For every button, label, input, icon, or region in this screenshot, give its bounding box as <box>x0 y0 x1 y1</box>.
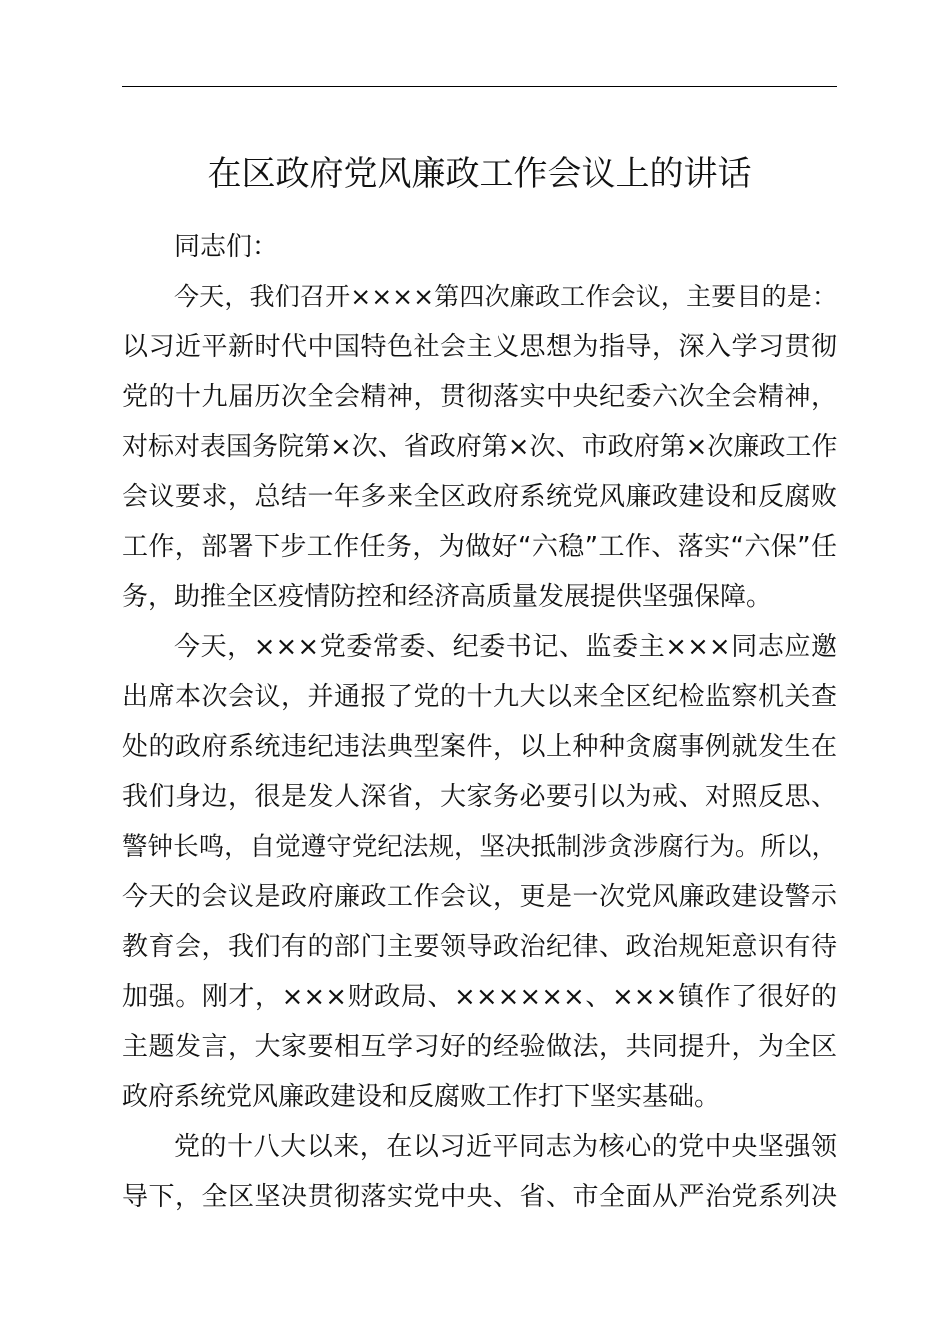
text-line: 党的十八大以来，在以习近平同志为核心的党中央坚强领 <box>174 1132 837 1162</box>
text-line: 政府系统党风廉政建设和反腐败工作打下坚实基础。 <box>122 1082 721 1112</box>
text-line: 我们身边，很是发人深省，大家务必要引以为戒、对照反思、 <box>122 782 837 812</box>
paragraph-1 <box>122 272 837 622</box>
greeting: 同志们： <box>174 232 279 262</box>
text-line: 对标对表国务院第×次、省政府第×次、市政府第×次廉政工作 <box>122 432 838 462</box>
text-line: 教育会，我们有的部门主要领导政治纪律、政治规矩意识有待 <box>122 932 837 962</box>
text-line: 务，助推全区疫情防控和经济高质量发展提供坚强保障。 <box>122 582 773 612</box>
text-line: 以习近平新时代中国特色社会主义思想为指导，深入学习贯彻 <box>122 332 837 362</box>
text-line: 会议要求，总结一年多来全区政府系统党风廉政建设和反腐败 <box>122 482 837 512</box>
paragraph-3 <box>122 1122 837 1222</box>
paragraph-2 <box>122 622 837 1122</box>
text-line: 党的十九届历次全会精神，贯彻落实中央纪委六次全会精神， <box>122 382 837 412</box>
text-line: 处的政府系统违纪违法典型案件，以上种种贪腐事例就发生在 <box>122 732 837 762</box>
text-line: 工作，部署下步工作任务，为做好“六稳”工作、落实“六保”任 <box>122 532 837 562</box>
text-line: 出席本次会议，并通报了党的十九大以来全区纪检监察机关查 <box>122 682 837 712</box>
header-rule <box>122 86 837 87</box>
text-line: 加强。刚才，×××财政局、××××××、×××镇作了很好的 <box>122 982 837 1012</box>
text-line: 导下，全区坚决贯彻落实党中央、省、市全面从严治党系列决 <box>122 1182 837 1212</box>
document-title: 在区政府党风廉政工作会议上的讲话 <box>207 154 752 194</box>
text-line: 警钟长鸣，自觉遵守党纪法规，坚决抵制涉贪涉腐行为。所以， <box>122 832 837 862</box>
text-line: 今天，我们召开××××第四次廉政工作会议，主要目的是： <box>174 282 837 311</box>
document-body <box>122 222 837 1222</box>
text-line: 主题发言，大家要相互学习好的经验做法，共同提升，为全区 <box>122 1032 837 1062</box>
text-line: 今天，×××党委常委、纪委书记、监委主×××同志应邀 <box>174 632 837 662</box>
text-line: 今天的会议是政府廉政工作会议，更是一次党风廉政建设警示 <box>122 882 837 912</box>
